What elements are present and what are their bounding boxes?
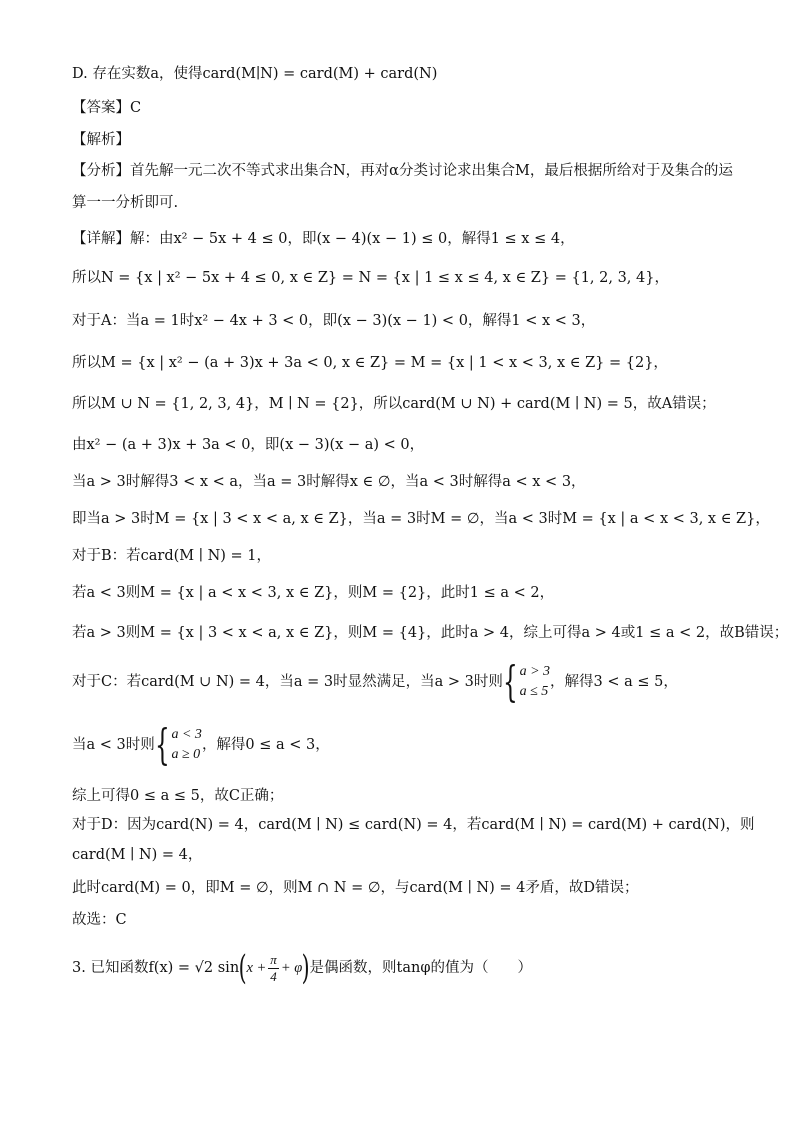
solution-line-4: 所以M = {x | x² − (a + 3)x + 3a < 0, x ∈ Z} = M = {x | 1 < x < 3, x ∈ Z} = {2}， <box>72 355 668 371</box>
solution-line-7: 当a > 3时解得3 < x < a，当a = 3时解得x ∈ ∅，当a < 3时解得a < x < 3， <box>72 474 586 490</box>
solution-line-12 <box>72 657 678 706</box>
line-12-text-a: 对于C：若card(M ∪ N) = 4，当a = 3时显然满足，当a > 3时则 <box>72 674 503 690</box>
answer-label: 【答案】C <box>72 100 142 116</box>
solution-line-17: 此时card(M) = 0，即M = ∅，则M ∩ N = ∅，与card(M ∣ N) = 4矛盾，故D错误； <box>72 880 639 896</box>
right-paren-icon: ) <box>301 948 310 988</box>
line-13-text-a: 当a < 3时则 <box>72 737 155 753</box>
question-3-arg-phi: + φ <box>280 960 303 976</box>
solution-line-3: 对于A：当a = 1时x² − 4x + 3 < 0，即(x − 3)(x − 1) < 0，解得1 < x < 3， <box>72 313 596 329</box>
solution-line-5: 所以M ∪ N = {1, 2, 3, 4}，M ∣ N = {2}，所以card(M ∪ N) + card(M ∣ N) = 5，故A错误； <box>72 396 716 412</box>
pi-over-4-fraction <box>268 952 279 985</box>
case-brace-2 <box>154 720 202 769</box>
solution-line-1: 【详解】解：由x² − 5x + 4 ≤ 0，即(x − 4)(x − 1) ≤ 0，解得1 ≤ x ≤ 4， <box>72 231 575 247</box>
solution-line-16: card(M ∣ N) = 4， <box>72 847 203 863</box>
solution-line-14: 综上可得0 ≤ a ≤ 5，故C正确； <box>72 788 284 804</box>
left-brace-icon: { <box>502 657 518 706</box>
solution-line-9: 对于B：若card(M ∣ N) = 1， <box>72 548 272 564</box>
final-choice: 故选：C <box>72 912 127 928</box>
solution-line-6: 由x² − (a + 3)x + 3a < 0，即(x − 3)(x − a) < 0， <box>72 437 425 453</box>
question-3 <box>72 950 532 986</box>
question-3-text-a: 3. 已知函数f(x) = √2 sin <box>72 960 240 976</box>
fraction-numerator: π <box>270 951 277 967</box>
solution-line-10: 若a < 3则M = {x | a < x < 3, x ∈ Z}，则M = {2}，此时1 ≤ a < 2， <box>72 585 555 601</box>
line-12-text-b: ，解得3 < a ≤ 5， <box>550 674 678 690</box>
solution-line-8: 即当a > 3时M = {x | 3 < x < a, x ∈ Z}，当a = 3时M = ∅，当a < 3时M = {x | a < x < 3, x ∈ Z}， <box>72 511 770 527</box>
case-1-row-1: a > 3 <box>519 664 551 679</box>
solution-line-2: 所以N = {x | x² − 5x + 4 ≤ 0, x ∈ Z} = N = {x | 1 ≤ x ≤ 4, x ∈ Z} = {1, 2, 3, 4}， <box>72 270 669 286</box>
case-brace-1 <box>502 657 551 706</box>
option-d-text: D. 存在实数a，使得card(M∣N) = card(M) + card(N) <box>72 66 438 82</box>
question-3-text-b: 是偶函数，则tanφ的值为（ ） <box>309 960 532 976</box>
case-2-row-2: a ≥ 0 <box>171 747 201 762</box>
question-3-arg-x: x + <box>246 960 267 976</box>
solution-line-13 <box>72 720 330 769</box>
case-1-row-2: a ≤ 5 <box>519 684 549 699</box>
case-2-row-1: a < 3 <box>171 727 202 742</box>
line-13-text-b: ，解得0 ≤ a < 3， <box>201 737 330 753</box>
case-group-1 <box>520 662 550 702</box>
analysis-line-1: 【分析】首先解一元二次不等式求出集合N，再对α分类讨论求出集合M，最后根据所给对于及集合的运 <box>72 163 733 179</box>
analysis-line-2: 算一一分析即可. <box>72 195 179 211</box>
left-brace-icon: { <box>154 720 170 769</box>
solution-line-11: 若a > 3则M = {x | 3 < x < a, x ∈ Z}，则M = {4}，此时a > 4，综上可得a > 4或1 ≤ a < 2，故B错误； <box>72 625 789 641</box>
fraction-denominator: 4 <box>270 968 277 984</box>
case-group-2 <box>171 725 201 765</box>
analysis-heading: 【解析】 <box>72 132 130 148</box>
solution-line-15: 对于D：因为card(N) = 4，card(M ∣ N) ≤ card(N) = 4，若card(M ∣ N) = card(M) + card(N)，则 <box>72 817 755 833</box>
left-paren-icon: ( <box>238 948 247 988</box>
